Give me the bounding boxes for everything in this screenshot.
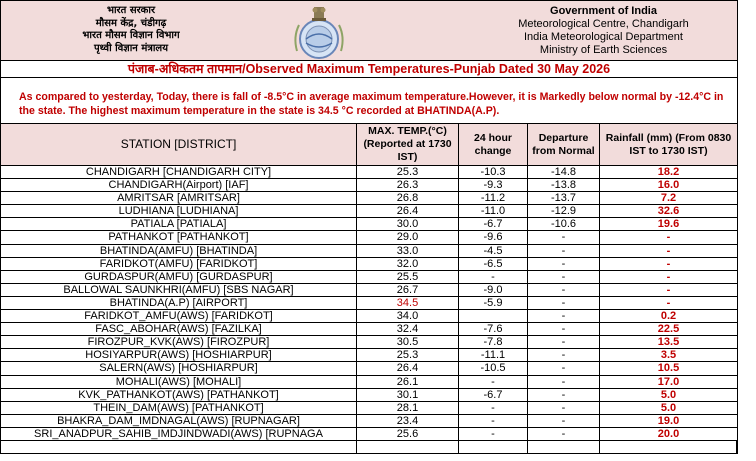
max-temp-cell: 26.1: [357, 376, 459, 388]
change-cell: -6.7: [459, 389, 528, 401]
rainfall-cell: -: [666, 270, 671, 283]
max-temp-cell: 26.8: [357, 192, 459, 204]
change-cell: -9.3: [459, 179, 528, 191]
table-row: [0, 349, 738, 362]
change-cell: -11.2: [459, 192, 528, 204]
english-org-block: [471, 5, 736, 57]
header-24h-change: 24 hour change: [459, 124, 528, 165]
rainfall-cell: 7.2: [660, 192, 677, 205]
table-row: [0, 336, 738, 349]
station-cell: AMRITSAR [AMRITSAR]: [1, 192, 357, 204]
departure-cell: -14.8: [528, 166, 600, 178]
table-row: [0, 297, 738, 310]
station-cell: [1, 441, 357, 453]
table-row: [0, 362, 738, 375]
station-cell: CHANDIGARH(Airport) [IAF]: [1, 179, 357, 191]
rainfall-cell: 13.5: [657, 336, 680, 349]
english-line: Meteorological Centre, Chandigarh: [518, 18, 689, 30]
max-temp-cell: 26.7: [357, 284, 459, 296]
departure-cell: -: [528, 310, 600, 322]
hindi-org-block: [31, 5, 231, 55]
station-cell: FASC_ABOHAR(AWS) [FAZILKA]: [1, 323, 357, 335]
max-temp-cell: [357, 441, 459, 453]
change-cell: -6.7: [459, 218, 528, 230]
rainfall-cell: -: [666, 231, 671, 244]
departure-cell: -: [528, 336, 600, 348]
english-line: Ministry of Earth Sciences: [539, 44, 668, 56]
change-cell: -11.0: [459, 205, 528, 217]
header-departure: Departure from Normal: [528, 124, 600, 165]
table-row: [0, 205, 738, 218]
change-cell: -5.9: [459, 297, 528, 309]
max-temp-cell: 33.0: [357, 245, 459, 257]
rainfall-cell: 20.0: [657, 427, 680, 440]
english-line: Government of India: [550, 5, 657, 17]
change-cell: -: [459, 428, 528, 440]
departure-cell: -: [528, 349, 600, 361]
table-row: [0, 192, 738, 205]
station-cell: KVK_PATHANKOT(AWS) [PATHANKOT]: [1, 389, 357, 401]
departure-cell: -: [528, 271, 600, 283]
departure-cell: [528, 441, 600, 453]
station-cell: PATHANKOT [PATHANKOT]: [1, 231, 357, 243]
station-cell: CHANDIGARH [CHANDIGARH CITY]: [1, 166, 357, 178]
table-row: [0, 179, 738, 192]
rainfall-cell: 18.2: [657, 166, 680, 178]
table-row: [0, 271, 738, 284]
station-cell: MOHALI(AWS) [MOHALI]: [1, 376, 357, 388]
station-cell: BALLOWAL SAUNKHRI(AMFU) [SBS NAGAR]: [1, 284, 357, 296]
hindi-line: मौसम केंद्र, चंडीगढ़: [95, 17, 167, 29]
table-row: [0, 376, 738, 389]
max-temp-cell: 25.5: [357, 271, 459, 283]
station-cell: SRI_ANADPUR_SAHIB_IMDJINDWADI(AWS) [RUPNAGA: [1, 428, 357, 440]
rainfall-cell: 32.6: [657, 205, 680, 218]
change-cell: -: [459, 402, 528, 414]
rainfall-cell: 19.0: [657, 414, 680, 427]
table-row: [0, 389, 738, 402]
change-cell: -7.8: [459, 336, 528, 348]
station-cell: FARIDKOT(AMFU) [FARIDKOT]: [1, 258, 357, 270]
max-temp-cell: 34.0: [357, 310, 459, 322]
max-temp-cell: 32.0: [357, 258, 459, 270]
rainfall-cell: -: [666, 296, 671, 309]
departure-cell: -10.6: [528, 218, 600, 230]
departure-cell: -13.8: [528, 179, 600, 191]
rainfall-cell: 3.5: [660, 349, 677, 362]
header-max-temp: MAX. TEMP.(°C) (Reported at 1730 IST): [357, 124, 459, 165]
station-cell: BHATINDA(A.P) [AIRPORT]: [1, 297, 357, 309]
departure-cell: -: [528, 376, 600, 388]
station-cell: BHATINDA(AMFU) [BHATINDA]: [1, 245, 357, 257]
rainfall-cell: 5.0: [660, 401, 677, 414]
rainfall-cell: 16.0: [657, 179, 680, 192]
imd-emblem-icon: [289, 3, 349, 59]
max-temp-cell: 30.5: [357, 336, 459, 348]
departure-cell: -: [528, 362, 600, 374]
table-header: [0, 123, 738, 166]
station-cell: PATIALA [PATIALA]: [1, 218, 357, 230]
rainfall-cell: 17.0: [657, 375, 680, 388]
table-row: [0, 323, 738, 336]
max-temp-cell: 34.5: [357, 297, 459, 309]
rainfall-cell: 19.6: [657, 218, 680, 231]
change-cell: -: [459, 415, 528, 427]
station-cell: HOSIYARPUR(AWS) [HOSHIARPUR]: [1, 349, 357, 361]
hindi-line: भारत मौसम विज्ञान विभाग: [82, 30, 180, 41]
header-rainfall: Rainfall (mm) (From 0830 IST to 1730 IST): [605, 131, 732, 157]
table-row: [0, 245, 738, 258]
max-temp-cell: 26.4: [357, 205, 459, 217]
station-cell: THEIN_DAM(AWS) [PATHANKOT]: [1, 402, 357, 414]
departure-cell: -: [528, 428, 600, 440]
rainfall-cell: 5.0: [660, 388, 677, 401]
table-row: [0, 284, 738, 297]
departure-cell: -: [528, 402, 600, 414]
table-row: [0, 218, 738, 231]
rainfall-cell: -: [666, 244, 671, 257]
rainfall-cell: 10.5: [657, 362, 680, 375]
spacer-row: [0, 78, 738, 87]
change-cell: -11.1: [459, 349, 528, 361]
hindi-line: पृथ्वी विज्ञान मंत्रालय: [93, 42, 169, 54]
summary-text: As compared to yesterday, Today, there is fall of -8.5°C in average maximum temperature.However, it is Markedly below normal by -12.4°C in the state. The highest maximum temperature in the state is 34.5 °C recorded at BHATINDA(A.P).: [0, 87, 738, 123]
change-cell: -: [459, 271, 528, 283]
max-temp-cell: 26.4: [357, 362, 459, 374]
departure-cell: -12.9: [528, 205, 600, 217]
change-cell: [459, 441, 528, 453]
table-body: [0, 166, 738, 454]
max-temp-cell: 32.4: [357, 323, 459, 335]
change-cell: -10.3: [459, 166, 528, 178]
station-cell: FARIDKOT_AMFU(AWS) [FARIDKOT]: [1, 310, 357, 322]
departure-cell: -13.7: [528, 192, 600, 204]
max-temp-cell: 25.6: [357, 428, 459, 440]
change-cell: -6.5: [459, 258, 528, 270]
table-row: [0, 258, 738, 271]
departure-cell: -: [528, 297, 600, 309]
max-temp-cell: 30.1: [357, 389, 459, 401]
departure-cell: -: [528, 258, 600, 270]
station-cell: FIROZPUR_KVK(AWS) [FIROZPUR]: [1, 336, 357, 348]
rainfall-cell: [600, 441, 737, 453]
change-cell: -10.5: [459, 362, 528, 374]
station-cell: SALERN(AWS) [HOSHIARPUR]: [1, 362, 357, 374]
table-row: [0, 310, 738, 323]
station-cell: BHAKRA_DAM_IMDNAGAL(AWS) [RUPNAGAR]: [1, 415, 357, 427]
max-temp-cell: 25.3: [357, 166, 459, 178]
departure-cell: -: [528, 323, 600, 335]
table-row: [0, 166, 738, 179]
hindi-line: भारत सरकार: [106, 5, 156, 16]
departure-cell: -: [528, 415, 600, 427]
departure-cell: -: [528, 245, 600, 257]
table-row: [0, 231, 738, 244]
change-cell: -7.6: [459, 323, 528, 335]
max-temp-cell: 25.3: [357, 349, 459, 361]
station-cell: GURDASPUR(AMFU) [GURDASPUR]: [1, 271, 357, 283]
table-row: [0, 441, 738, 454]
table-row: [0, 415, 738, 428]
max-temp-cell: 29.0: [357, 231, 459, 243]
max-temp-cell: 28.1: [357, 402, 459, 414]
max-temp-cell: 26.3: [357, 179, 459, 191]
english-line: India Meteorological Department: [524, 31, 683, 43]
rainfall-cell: 22.5: [657, 323, 680, 336]
departure-cell: -: [528, 389, 600, 401]
rainfall-cell: 0.2: [660, 310, 677, 323]
change-cell: -9.6: [459, 231, 528, 243]
station-cell: LUDHIANA [LUDHIANA]: [1, 205, 357, 217]
departure-cell: -: [528, 284, 600, 296]
rainfall-cell: -: [666, 283, 671, 296]
rainfall-cell: -: [666, 257, 671, 270]
max-temp-cell: 30.0: [357, 218, 459, 230]
report-title: पंजाब-अधिकतम तापमान/Observed Maximum Temperatures-Punjab Dated 30 May 2026: [0, 61, 738, 78]
header-station: STATION [DISTRICT]: [1, 124, 357, 165]
departure-cell: -: [528, 231, 600, 243]
change-cell: -4.5: [459, 245, 528, 257]
change-cell: [459, 310, 528, 322]
report-header: [0, 0, 738, 61]
max-temp-cell: 23.4: [357, 415, 459, 427]
change-cell: -: [459, 376, 528, 388]
table-row: [0, 428, 738, 441]
change-cell: -9.0: [459, 284, 528, 296]
table-row: [0, 402, 738, 415]
